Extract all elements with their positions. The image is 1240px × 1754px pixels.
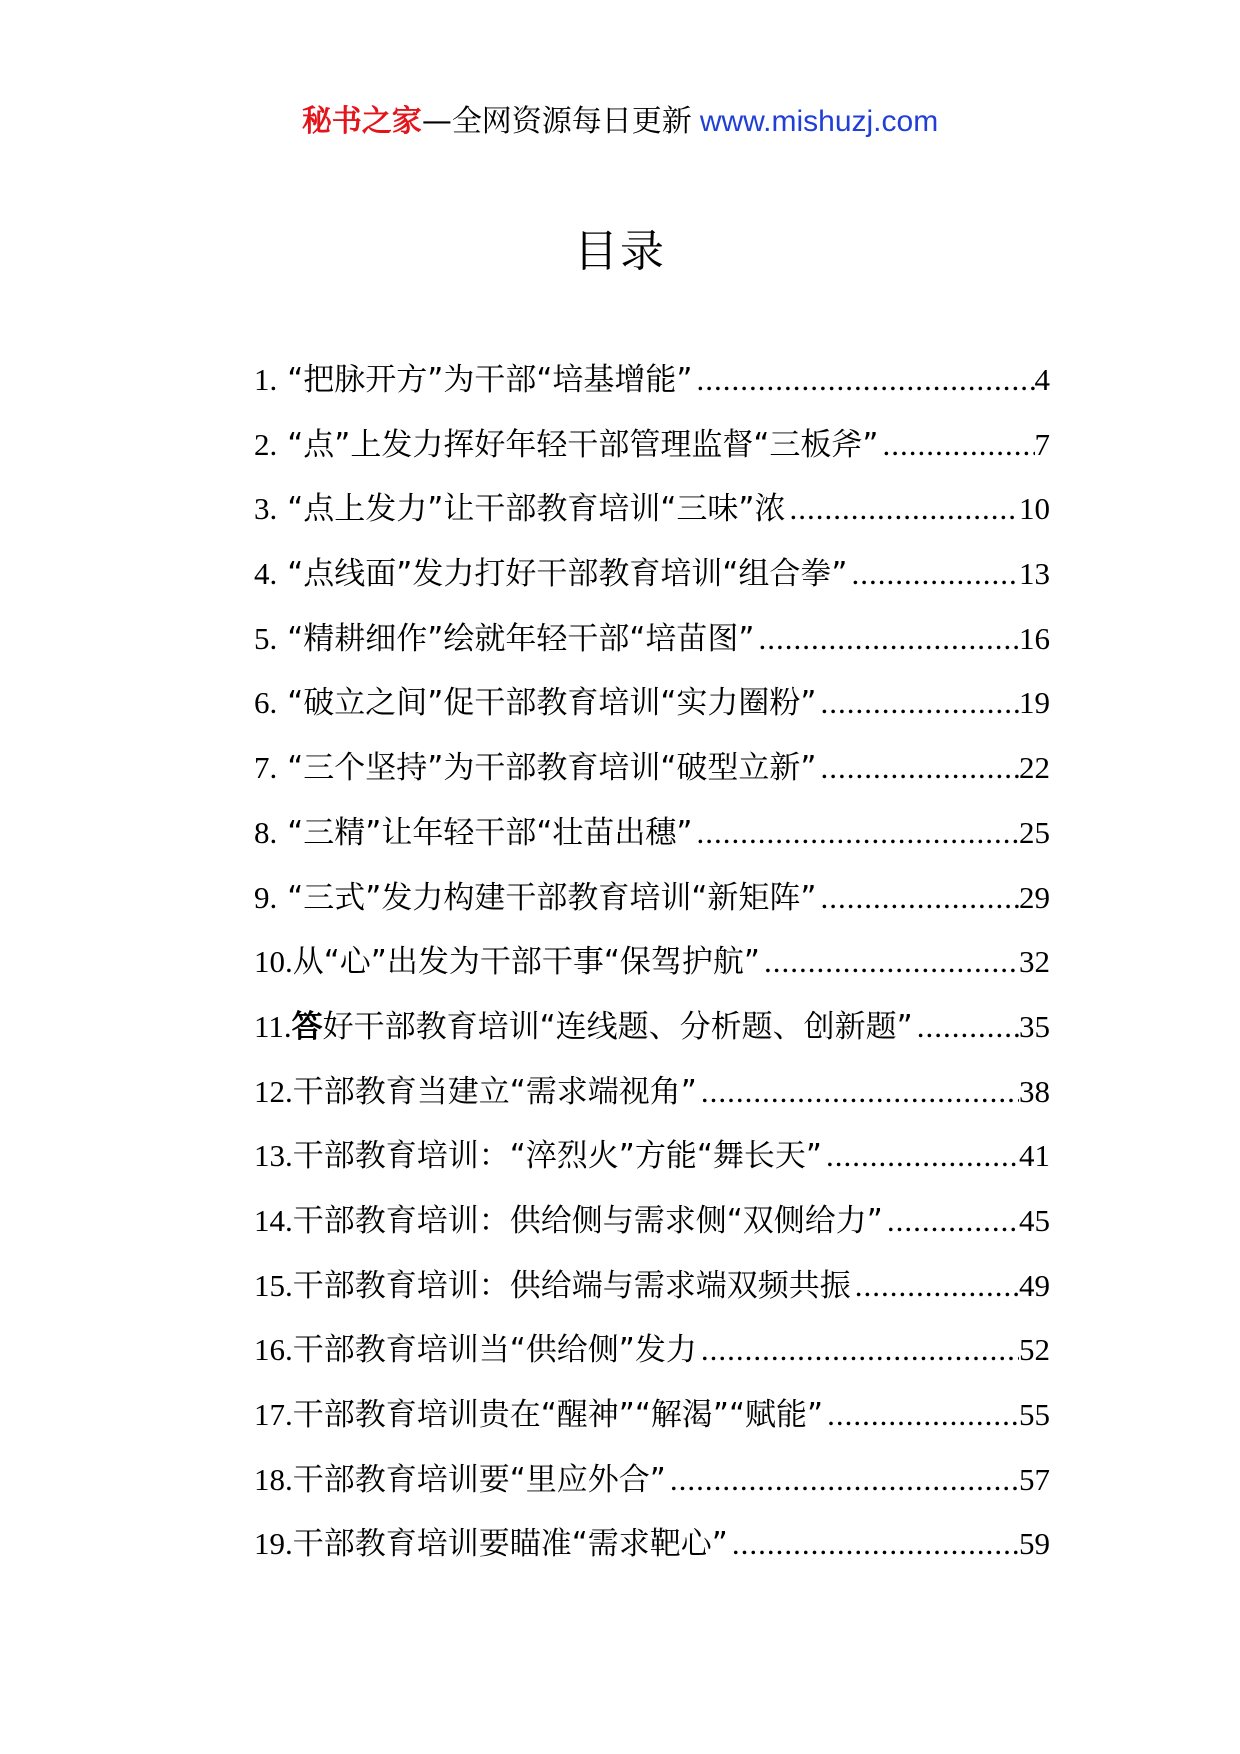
toc-entry-page: 4 xyxy=(1034,362,1050,397)
toc-entry-15[interactable] xyxy=(254,1264,1050,1329)
toc-entry-title: 干部教育当建立“需求端视角” xyxy=(292,1073,697,1110)
toc-entry-number: 17. xyxy=(254,1397,293,1432)
toc-entry-number: 5. xyxy=(254,620,278,656)
toc-entry-title: 干部教育培训：“淬烈火”方能“舞长天” xyxy=(292,1138,822,1175)
toc-entry-title: “三个坚持”为干部教育培训“破型立新” xyxy=(287,750,817,787)
toc-entry-title: 干部教育培训要瞄准“需求靶心” xyxy=(292,1526,728,1563)
toc-dot-leader xyxy=(755,617,1020,661)
toc-entry-title: 干部教育培训当“供给侧”发力 xyxy=(292,1332,697,1369)
toc-entry-page: 22 xyxy=(1019,750,1050,786)
brand-slogan: —全网资源每日更新 xyxy=(421,104,692,139)
toc-entry-number: 19. xyxy=(254,1526,293,1562)
toc-dot-leader xyxy=(728,1522,1019,1566)
toc-entry-2[interactable] xyxy=(254,423,1050,488)
toc-entry-title: “点线面”发力打好干部教育培训“组合拳” xyxy=(287,556,848,593)
toc-entry-5[interactable] xyxy=(254,617,1050,682)
toc-entry-1[interactable] xyxy=(254,358,1050,423)
toc-entry-number: 11. xyxy=(254,1008,292,1044)
toc-dot-leader xyxy=(693,811,1020,855)
toc-entry-page: 16 xyxy=(1019,620,1050,656)
toc-entry-page: 59 xyxy=(1019,1526,1050,1562)
table-of-contents xyxy=(254,358,1050,1587)
toc-dot-leader xyxy=(697,1070,1019,1114)
toc-entry-number: 3. xyxy=(254,491,278,527)
toc-dot-leader xyxy=(848,552,1020,596)
toc-dot-leader xyxy=(913,1005,1019,1049)
toc-entry-number: 7. xyxy=(254,750,278,786)
toc-entry-title: 干部教育培训：供给侧与需求侧“双侧给力” xyxy=(292,1202,883,1239)
toc-dot-leader xyxy=(883,1199,1019,1243)
toc-entry-number: 14. xyxy=(254,1202,293,1238)
toc-dot-leader xyxy=(760,940,1019,984)
toc-dot-leader xyxy=(693,358,1035,402)
toc-entry-4[interactable] xyxy=(254,552,1050,617)
toc-entry-8[interactable] xyxy=(254,811,1050,876)
toc-entry-title: 干部教育培训要“里应外合” xyxy=(292,1461,666,1498)
toc-entry-page: 52 xyxy=(1019,1332,1050,1368)
toc-entry-page: 41 xyxy=(1019,1138,1050,1174)
toc-entry-16[interactable] xyxy=(254,1328,1050,1393)
toc-dot-leader xyxy=(786,487,1020,531)
toc-entry-title: 从“心”出发为干部干事“保驾护航” xyxy=(292,944,760,981)
toc-dot-leader xyxy=(823,1393,1019,1437)
toc-entry-14[interactable] xyxy=(254,1199,1050,1264)
toc-entry-number: 1. xyxy=(254,362,278,397)
toc-entry-page: 57 xyxy=(1019,1461,1050,1497)
toc-entry-page: 55 xyxy=(1019,1397,1050,1432)
toc-entry-page: 25 xyxy=(1019,814,1050,850)
toc-entry-title-rest: 好干部教育培训“连线题、分析题、创新题” xyxy=(322,1008,913,1045)
toc-entry-18[interactable] xyxy=(254,1458,1050,1523)
toc-entry-9[interactable] xyxy=(254,876,1050,941)
toc-entry-page: 7 xyxy=(1034,426,1050,462)
toc-entry-title: “三精”让年轻干部“壮苗出穗” xyxy=(287,814,693,851)
toc-entry-page: 10 xyxy=(1019,491,1050,527)
toc-entry-page: 13 xyxy=(1019,556,1050,592)
toc-entry-number: 8. xyxy=(254,814,278,850)
toc-entry-page: 29 xyxy=(1019,879,1050,915)
toc-entry-number: 10. xyxy=(254,944,293,980)
toc-entry-6[interactable] xyxy=(254,681,1050,746)
toc-entry-number: 13. xyxy=(254,1138,293,1174)
toc-entry-title: 干部教育培训：供给端与需求端双频共振 xyxy=(292,1267,851,1304)
toc-entry-number: 9. xyxy=(254,879,278,915)
brand-name: 秘书之家 xyxy=(301,104,422,139)
toc-entry-17[interactable] xyxy=(254,1393,1050,1458)
toc-entry-10[interactable] xyxy=(254,940,1050,1005)
toc-dot-leader xyxy=(822,1134,1019,1178)
toc-entry-title xyxy=(292,1005,913,1049)
toc-entry-number: 6. xyxy=(254,685,278,721)
toc-entry-11[interactable] xyxy=(254,1005,1050,1070)
toc-entry-title: “点上发力”让干部教育培训“三味”浓 xyxy=(287,491,786,528)
toc-entry-13[interactable] xyxy=(254,1134,1050,1199)
toc-entry-number: 16. xyxy=(254,1332,293,1368)
toc-entry-page: 38 xyxy=(1019,1073,1050,1109)
toc-entry-page: 35 xyxy=(1019,1008,1050,1044)
toc-entry-title: “精耕细作”绘就年轻干部“培苗图” xyxy=(287,620,755,657)
toc-entry-number: 15. xyxy=(254,1267,293,1303)
toc-dot-leader xyxy=(697,1328,1019,1372)
toc-entry-number: 2. xyxy=(254,426,278,462)
toc-dot-leader xyxy=(879,423,1035,467)
toc-entry-number: 18. xyxy=(254,1461,293,1497)
toc-dot-leader xyxy=(851,1264,1019,1308)
toc-entry-page: 32 xyxy=(1019,944,1050,980)
site-url-link[interactable]: www.mishuzj.com xyxy=(699,105,939,138)
toc-entry-title: “破立之间”促干部教育培训“实力圈粉” xyxy=(287,685,817,722)
page-title: 目录 xyxy=(574,226,666,277)
toc-entry-page: 45 xyxy=(1019,1202,1050,1238)
toc-entry-title: 干部教育培训贵在“醒神”“解渴”“赋能” xyxy=(292,1397,824,1433)
toc-entry-title: “三式”发力构建干部教育培训“新矩阵” xyxy=(287,879,817,916)
toc-dot-leader xyxy=(666,1458,1019,1502)
toc-entry-7[interactable] xyxy=(254,746,1050,811)
toc-entry-number: 12. xyxy=(254,1073,293,1109)
toc-entry-bold-lead: 答 xyxy=(291,1008,323,1045)
site-banner xyxy=(0,102,1240,142)
toc-entry-title: “点”上发力挥好年轻干部管理监督“三板斧” xyxy=(287,426,879,463)
toc-dot-leader xyxy=(817,746,1020,790)
toc-dot-leader xyxy=(817,876,1020,920)
toc-entry-19[interactable] xyxy=(254,1522,1050,1587)
toc-entry-number: 4. xyxy=(254,556,278,592)
toc-entry-title: “把脉开方”为干部“培基增能” xyxy=(287,362,693,398)
toc-dot-leader xyxy=(817,681,1020,725)
toc-entry-12[interactable] xyxy=(254,1070,1050,1135)
toc-entry-page: 19 xyxy=(1019,685,1050,721)
toc-entry-page: 49 xyxy=(1019,1267,1050,1303)
toc-entry-3[interactable] xyxy=(254,487,1050,552)
